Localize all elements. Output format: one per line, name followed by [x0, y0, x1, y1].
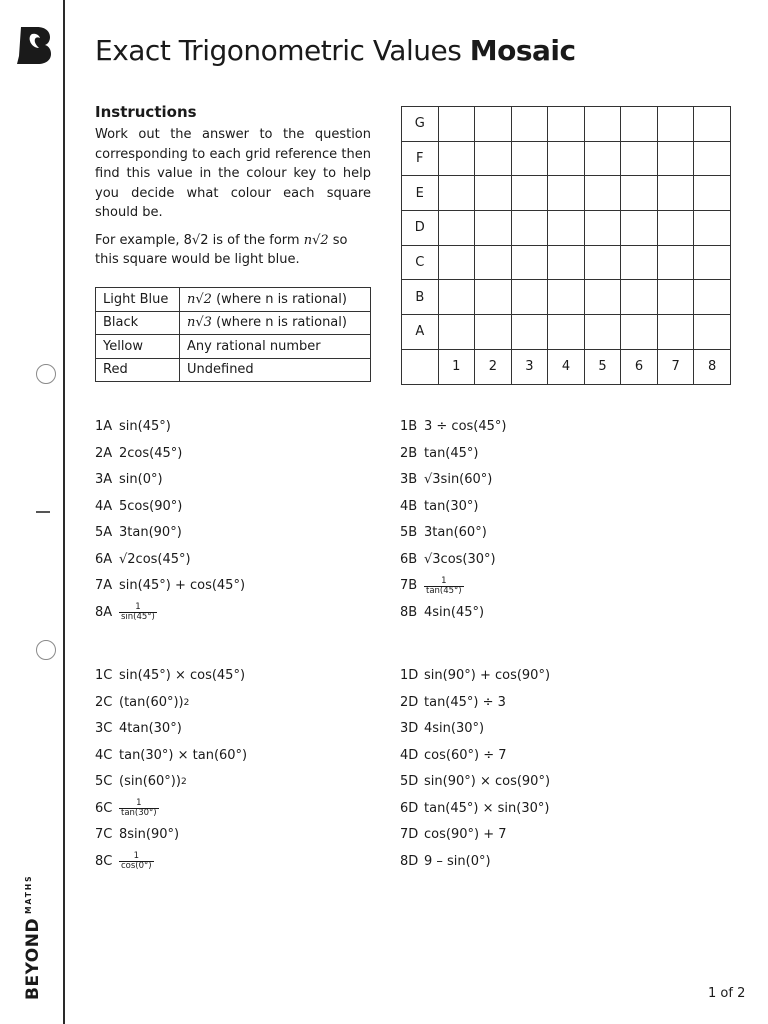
- question-id: 1D: [400, 668, 419, 683]
- question-item: [95, 663, 247, 690]
- grid-cell[interactable]: [475, 280, 512, 315]
- fraction-denominator: tan(45°): [426, 585, 462, 596]
- grid-cell[interactable]: [621, 211, 658, 246]
- grid-cell[interactable]: [621, 245, 658, 280]
- question-text: 9 – sin(0°): [424, 853, 491, 869]
- grid-cell[interactable]: [475, 245, 512, 280]
- question-item: [400, 716, 550, 743]
- grid-cell[interactable]: [657, 211, 694, 246]
- question-id: 3D: [400, 721, 419, 736]
- grid-cell[interactable]: [657, 245, 694, 280]
- grid-row: [402, 107, 731, 142]
- grid-cell[interactable]: [511, 107, 548, 142]
- question-id: 7A: [95, 578, 113, 593]
- question-text: √2cos(45°): [119, 551, 191, 567]
- question-id: 8A: [95, 604, 113, 620]
- question-id: 7B: [400, 578, 418, 593]
- question-id: 8C: [95, 853, 113, 869]
- grid-cell[interactable]: [475, 141, 512, 176]
- question-text: sin(45°): [119, 419, 171, 434]
- grid-cell[interactable]: [511, 245, 548, 280]
- fraction-numerator: 1: [441, 575, 447, 586]
- question-item: [400, 441, 507, 468]
- question-text: 3tan(90°): [119, 525, 182, 540]
- grid-cell[interactable]: [657, 315, 694, 350]
- question-id: 4D: [400, 747, 419, 763]
- question-exponent: 2: [180, 777, 187, 787]
- key-desc: (where n is rational): [211, 291, 347, 307]
- grid-cell[interactable]: [438, 211, 475, 246]
- question-text: sin(45°) + cos(45°): [119, 578, 246, 593]
- question-item: [95, 494, 245, 521]
- question-item: [400, 769, 550, 796]
- grid-corner: [402, 349, 439, 384]
- question-text: √3sin(60°): [424, 472, 493, 487]
- question-item: [95, 600, 245, 627]
- grid-cell[interactable]: [548, 315, 585, 350]
- instructions-heading: Instructions: [95, 103, 197, 121]
- grid-cell[interactable]: [584, 107, 621, 142]
- question-fraction: [424, 577, 464, 596]
- question-id: 1C: [95, 668, 113, 683]
- grid-cell[interactable]: [511, 141, 548, 176]
- grid-cell[interactable]: [548, 176, 585, 211]
- question-item: [95, 414, 245, 441]
- grid-cell[interactable]: [584, 315, 621, 350]
- question-item: [400, 690, 550, 717]
- grid-row: [402, 245, 731, 280]
- grid-cell[interactable]: [694, 315, 731, 350]
- question-item: [400, 414, 507, 441]
- key-description: [180, 358, 371, 382]
- question-text: 3 ÷ cos(45°): [424, 419, 507, 434]
- key-row: [96, 358, 371, 382]
- grid-cell[interactable]: [475, 107, 512, 142]
- grid-cell[interactable]: [584, 141, 621, 176]
- question-item: [95, 547, 245, 574]
- question-text: tan(30°) × tan(60°): [119, 747, 248, 763]
- grid-cell[interactable]: [657, 141, 694, 176]
- grid-row: [402, 280, 731, 315]
- question-item: [400, 796, 550, 823]
- grid-cell[interactable]: [438, 176, 475, 211]
- question-item: [400, 520, 507, 547]
- question-id: 2B: [400, 445, 418, 461]
- question-id: 5B: [400, 525, 418, 540]
- grid-col-label: 3: [511, 349, 548, 384]
- question-fraction: [119, 852, 154, 871]
- question-text: (sin(60°)): [119, 774, 181, 789]
- key-desc: Undefined: [187, 362, 254, 378]
- question-text: (tan(60°)): [119, 694, 184, 710]
- question-item: [95, 441, 245, 468]
- key-desc: (where n is rational): [211, 315, 347, 331]
- question-fraction: [119, 799, 159, 818]
- grid-cell[interactable]: [694, 245, 731, 280]
- grid-cell[interactable]: [438, 141, 475, 176]
- grid-row-label: A: [402, 315, 439, 350]
- grid-cell[interactable]: [657, 176, 694, 211]
- key-desc: Any rational number: [187, 338, 321, 354]
- question-id: 3B: [400, 472, 418, 487]
- key-row: [96, 335, 371, 359]
- title-bold: Mosaic: [469, 34, 576, 67]
- question-id: 8B: [400, 604, 418, 620]
- question-item: [95, 716, 247, 743]
- key-description: [180, 335, 371, 359]
- fraction-numerator: 1: [136, 798, 142, 809]
- question-text: tan(45°) ÷ 3: [424, 694, 506, 710]
- question-item: [400, 467, 507, 494]
- grid-col-label: 2: [475, 349, 512, 384]
- question-text: cos(90°) + 7: [424, 827, 507, 842]
- page-number: 1 of 2: [708, 986, 746, 1001]
- question-item: [95, 520, 245, 547]
- example-pre: For example, 8√2 is of the form: [95, 232, 304, 248]
- question-text: tan(45°): [424, 445, 479, 461]
- questions-c: [95, 663, 247, 875]
- grid-cell[interactable]: [548, 280, 585, 315]
- brand-vertical: [23, 860, 47, 1000]
- question-item: [95, 849, 247, 876]
- question-id: 2A: [95, 445, 113, 461]
- grid-cell[interactable]: [694, 280, 731, 315]
- question-id: 3C: [95, 721, 113, 736]
- question-id: 2D: [400, 694, 419, 710]
- grid-cell[interactable]: [584, 176, 621, 211]
- question-id: 6B: [400, 551, 418, 567]
- key-colour: Light Blue: [96, 288, 180, 312]
- question-text: 3tan(60°): [424, 525, 487, 540]
- grid-cell[interactable]: [584, 280, 621, 315]
- grid-cell[interactable]: [694, 176, 731, 211]
- key-n: n√2: [187, 291, 212, 307]
- question-id: 4A: [95, 498, 113, 514]
- question-text: 4sin(30°): [424, 721, 485, 736]
- question-text: cos(60°) ÷ 7: [424, 747, 507, 763]
- grid-cell[interactable]: [621, 141, 658, 176]
- question-id: 7C: [95, 827, 113, 842]
- question-id: 6C: [95, 800, 113, 816]
- grid-cell[interactable]: [694, 211, 731, 246]
- questions-d: [400, 663, 550, 875]
- grid-row: [402, 315, 731, 350]
- example-post: so this square would be light blue.: [95, 232, 348, 267]
- question-fraction: [119, 603, 157, 622]
- question-item: [95, 743, 247, 770]
- grid-col-labels: [402, 349, 731, 384]
- key-description: [180, 311, 371, 335]
- questions-a: [95, 414, 245, 626]
- grid-row-label: F: [402, 141, 439, 176]
- mosaic-grid: [401, 106, 731, 385]
- grid-row-label: C: [402, 245, 439, 280]
- grid-col-label: 8: [694, 349, 731, 384]
- key-n: n√3: [187, 315, 212, 331]
- grid-row-label: G: [402, 107, 439, 142]
- title-main: Exact Trigonometric Values: [95, 34, 462, 67]
- grid-cell[interactable]: [438, 315, 475, 350]
- grid-col-label: 1: [438, 349, 475, 384]
- grid-cell[interactable]: [475, 176, 512, 211]
- question-id: 5A: [95, 525, 113, 540]
- question-item: [400, 547, 507, 574]
- grid-row-label: E: [402, 176, 439, 211]
- fraction-numerator: 1: [135, 602, 141, 613]
- grid-row: [402, 141, 731, 176]
- grid-row: [402, 211, 731, 246]
- question-id: 6D: [400, 800, 419, 816]
- question-item: [95, 769, 247, 796]
- colour-key-table: [95, 287, 371, 382]
- key-description: [180, 288, 371, 312]
- question-id: 4C: [95, 747, 113, 763]
- example-n: n√2: [303, 232, 329, 248]
- question-item: [95, 796, 247, 823]
- question-text: sin(0°): [119, 472, 163, 487]
- grid-cell[interactable]: [548, 141, 585, 176]
- grid-cell[interactable]: [621, 176, 658, 211]
- beyond-logo-icon: [17, 26, 51, 64]
- key-row: [96, 311, 371, 335]
- grid-cell[interactable]: [511, 280, 548, 315]
- grid-cell[interactable]: [694, 141, 731, 176]
- margin-line: [63, 0, 65, 1024]
- key-colour: Yellow: [96, 335, 180, 359]
- grid-cell[interactable]: [438, 245, 475, 280]
- fraction-numerator: 1: [133, 851, 139, 862]
- grid-col-label: 4: [548, 349, 585, 384]
- punch-hole-top: [36, 364, 56, 384]
- fold-mark: [36, 511, 50, 513]
- grid-cell[interactable]: [548, 211, 585, 246]
- question-item: [95, 573, 245, 600]
- question-item: [95, 822, 247, 849]
- question-item: [400, 743, 550, 770]
- grid-cell[interactable]: [475, 315, 512, 350]
- question-id: 8D: [400, 853, 419, 869]
- grid-col-label: 6: [621, 349, 658, 384]
- grid-cell[interactable]: [511, 211, 548, 246]
- grid-row: [402, 176, 731, 211]
- question-id: 2C: [95, 694, 113, 710]
- grid-cell[interactable]: [621, 107, 658, 142]
- grid-cell[interactable]: [657, 107, 694, 142]
- question-item: [400, 573, 507, 600]
- question-text: 4tan(30°): [119, 721, 182, 736]
- question-text: 5cos(90°): [119, 498, 183, 514]
- grid-cell[interactable]: [657, 280, 694, 315]
- grid-cell[interactable]: [584, 211, 621, 246]
- grid-cell[interactable]: [438, 280, 475, 315]
- question-exponent: 2: [183, 697, 190, 708]
- question-text: 2cos(45°): [119, 445, 183, 461]
- question-text: tan(30°): [424, 498, 479, 514]
- instructions: [95, 102, 371, 270]
- question-item: [400, 822, 550, 849]
- question-item: [95, 690, 247, 717]
- question-id: 5D: [400, 774, 419, 789]
- grid-cell[interactable]: [511, 176, 548, 211]
- page-title: [95, 34, 576, 67]
- grid-row-label: B: [402, 280, 439, 315]
- grid-cell[interactable]: [621, 280, 658, 315]
- question-item: [400, 663, 550, 690]
- fraction-denominator: tan(30°): [121, 808, 157, 819]
- question-item: [400, 600, 507, 627]
- grid-cell[interactable]: [475, 211, 512, 246]
- grid-cell[interactable]: [511, 315, 548, 350]
- question-id: 1A: [95, 419, 113, 434]
- question-text: sin(90°) + cos(90°): [424, 668, 551, 683]
- grid-cell[interactable]: [438, 107, 475, 142]
- key-colour: Red: [96, 358, 180, 382]
- instructions-example: [95, 231, 371, 270]
- question-id: 5C: [95, 774, 113, 789]
- brand-name: BEYOND: [23, 917, 43, 1000]
- grid-col-label: 5: [584, 349, 621, 384]
- question-text: sin(45°) × cos(45°): [119, 668, 246, 683]
- question-id: 7D: [400, 827, 419, 842]
- question-id: 4B: [400, 498, 418, 514]
- question-text: sin(90°) × cos(90°): [424, 774, 551, 789]
- punch-hole-bottom: [36, 640, 56, 660]
- question-text: √3cos(30°): [424, 551, 496, 567]
- question-text: 4sin(45°): [424, 604, 485, 620]
- question-text: 8sin(90°): [119, 827, 180, 842]
- question-id: 6A: [95, 551, 113, 567]
- instructions-body: Work out the answer to the question corresponding to each grid reference then find this value in the colour key to help you decide what colour each square should be.: [95, 127, 371, 220]
- brand-sub: MATHS: [24, 874, 33, 914]
- question-text: tan(45°) × sin(30°): [424, 800, 550, 816]
- key-row: [96, 288, 371, 312]
- fraction-denominator: cos(0°): [121, 861, 152, 872]
- grid-col-label: 7: [657, 349, 694, 384]
- question-item: [400, 849, 550, 876]
- question-item: [95, 467, 245, 494]
- grid-cell[interactable]: [548, 245, 585, 280]
- grid-cell[interactable]: [694, 107, 731, 142]
- grid-cell[interactable]: [584, 245, 621, 280]
- fraction-denominator: sin(45°): [121, 612, 155, 623]
- grid-cell[interactable]: [548, 107, 585, 142]
- grid-row-label: D: [402, 211, 439, 246]
- question-id: 3A: [95, 472, 113, 487]
- question-item: [400, 494, 507, 521]
- questions-b: [400, 414, 507, 626]
- key-colour: Black: [96, 311, 180, 335]
- question-id: 1B: [400, 419, 418, 434]
- grid-cell[interactable]: [621, 315, 658, 350]
